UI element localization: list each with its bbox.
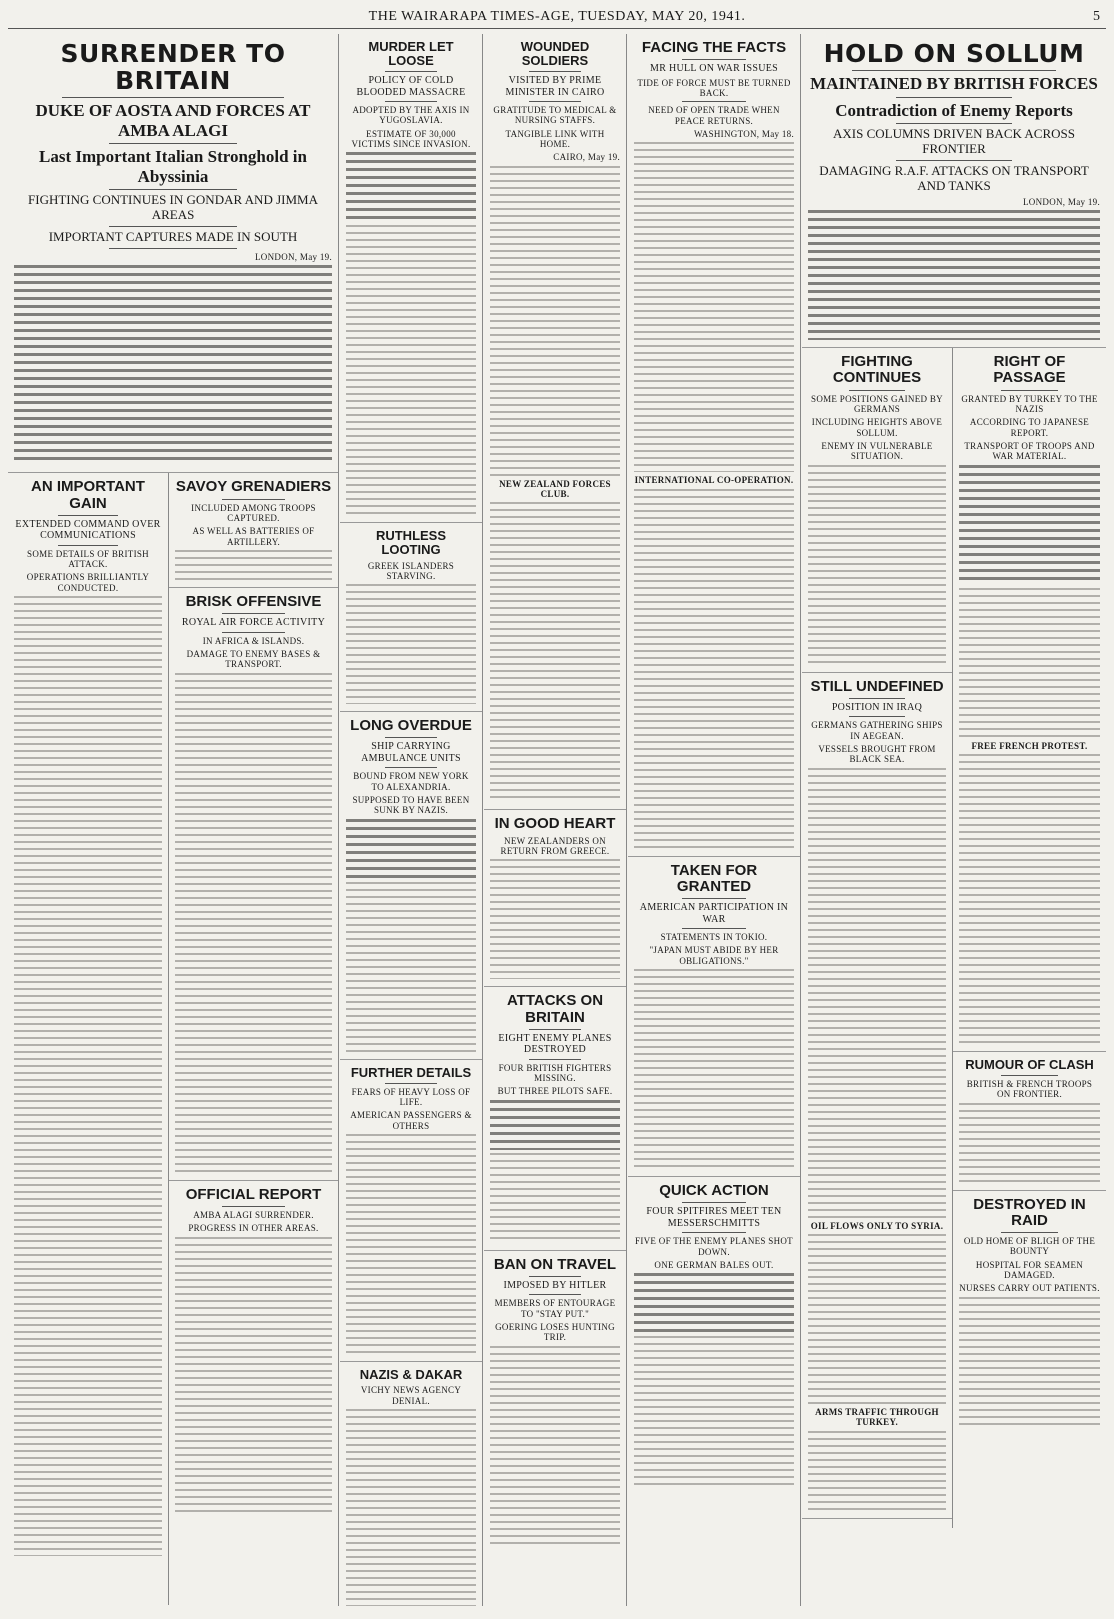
divider xyxy=(222,1206,285,1207)
body-text xyxy=(634,489,794,849)
body-text xyxy=(808,1234,946,1404)
deck: ADOPTED BY THE AXIS IN YUGOSLAVIA. xyxy=(352,105,470,126)
headline: BRISK OFFENSIVE xyxy=(185,592,322,610)
divider xyxy=(222,499,285,500)
divider xyxy=(109,248,236,249)
deck: AS WELL AS BATTERIES OF ARTILLERY. xyxy=(192,526,315,547)
deck: SUPPOSED TO HAVE BEEN SUNK BY NAZIS. xyxy=(352,795,470,816)
headline: FACING THE FACTS xyxy=(641,39,787,56)
deck: NEW ZEALANDERS ON RETURN FROM GREECE. xyxy=(500,835,610,856)
subheading: ARMS TRAFFIC THROUGH TURKEY. xyxy=(815,1407,939,1428)
deck: IMPOSED BY HITLER xyxy=(503,1279,607,1291)
body-text xyxy=(959,465,1100,585)
headline: QUICK ACTION xyxy=(659,1182,769,1200)
body-text xyxy=(175,673,332,1173)
divider xyxy=(109,189,236,190)
deck: ENEMY IN VULNERABLE SITUATION. xyxy=(821,440,933,462)
body-text xyxy=(346,1134,476,1354)
headline: SAVOY GRENADIERS xyxy=(175,478,332,496)
article-murder-let-loose xyxy=(340,34,482,523)
divider xyxy=(682,1232,746,1233)
divider xyxy=(385,1083,437,1084)
divider xyxy=(1001,1232,1057,1233)
deck: SOME DETAILS OF BRITISH ATTACK. xyxy=(27,548,149,570)
deck: MEMBERS OF ENTOURAGE TO "STAY PUT." xyxy=(494,1298,616,1319)
deck: INCLUDING HEIGHTS ABOVE SOLLUM. xyxy=(811,417,943,438)
dateline: WASHINGTON, May 18. xyxy=(693,129,794,140)
deck: AMBA ALAGI SURRENDER. xyxy=(193,1209,314,1220)
deck: HOSPITAL FOR SEAMEN DAMAGED. xyxy=(975,1259,1084,1281)
column-2 xyxy=(340,34,483,1606)
article-hold-on-sollum xyxy=(802,34,1106,348)
headline: AN IMPORTANT GAIN xyxy=(31,478,145,512)
deck: OPERATIONS BRILLIANTLY CONDUCTED. xyxy=(26,572,150,593)
headline: HOLD ON SOLLUM xyxy=(823,39,1085,68)
deck: AXIS COLUMNS DRIVEN BACK ACROSS FRONTIER xyxy=(833,126,1075,157)
body-text xyxy=(634,1273,794,1333)
deck: Contradiction of Enemy Reports xyxy=(835,100,1073,120)
deck: MR HULL ON WAR ISSUES xyxy=(650,63,778,75)
article-important-gain xyxy=(8,473,168,1563)
body-text xyxy=(808,210,1100,340)
divider xyxy=(529,1294,581,1295)
deck: INCLUDED AMONG TROOPS CAPTURED. xyxy=(191,502,316,523)
headline: STILL UNDEFINED xyxy=(810,677,944,695)
deck: IN AFRICA & ISLANDS. xyxy=(202,635,305,646)
divider xyxy=(896,97,1013,98)
body-text xyxy=(346,819,476,879)
body-text xyxy=(634,969,794,1169)
masthead-title: THE WAIRARAPA TIMES-AGE, TUESDAY, MAY 20, 1941. xyxy=(368,9,746,24)
headline: MURDER LET LOOSE xyxy=(368,39,454,69)
divider xyxy=(529,101,581,102)
divider xyxy=(385,71,437,72)
article-brisk-offensive xyxy=(169,588,338,1181)
headline: OFFICIAL REPORT xyxy=(185,1185,322,1203)
subheading: INTERNATIONAL CO-OPERATION. xyxy=(634,475,794,486)
body-text xyxy=(490,1153,620,1243)
article-ban-on-travel xyxy=(484,1251,626,1553)
deck: PROGRESS IN OTHER AREAS. xyxy=(188,1223,319,1234)
body-text xyxy=(490,859,620,979)
deck: BOUND FROM NEW YORK TO ALEXANDRIA. xyxy=(353,771,469,792)
deck: POSITION IN IRAQ xyxy=(831,701,923,713)
body-text xyxy=(346,584,476,704)
body-text xyxy=(490,1346,620,1546)
article-nazis-dakar xyxy=(340,1362,482,1606)
deck: DAMAGE TO ENEMY BASES & TRANSPORT. xyxy=(186,648,321,670)
divider xyxy=(385,767,437,768)
deck: ONE GERMAN BALES OUT. xyxy=(654,1260,774,1271)
divider xyxy=(109,226,236,227)
divider xyxy=(682,928,746,929)
article-still-undefined xyxy=(802,673,952,1519)
divider xyxy=(852,70,1056,71)
deck: GOERING LOSES HUNTING TRIP. xyxy=(495,1322,615,1343)
column-1-split xyxy=(8,473,338,1605)
headline: FIGHTING CONTINUES xyxy=(832,353,922,387)
headline: FURTHER DETAILS xyxy=(350,1064,472,1080)
divider xyxy=(896,123,1013,124)
article-quick-action xyxy=(628,1177,800,1493)
deck: DUKE OF AOSTA AND FORCES AT AMBA ALAGI xyxy=(35,101,311,140)
body-text xyxy=(490,502,620,802)
body-text xyxy=(346,882,476,1052)
body-text xyxy=(490,1100,620,1150)
subheading: OIL FLOWS ONLY TO SYRIA. xyxy=(810,1220,944,1231)
article-attacks-on-britain xyxy=(484,987,626,1250)
deck: BRITISH & FRENCH TROOPS ON FRONTIER. xyxy=(966,1079,1093,1100)
body-text xyxy=(490,166,620,476)
divider xyxy=(222,632,285,633)
headline: IN GOOD HEART xyxy=(494,815,616,833)
deck: FIVE OF THE ENEMY PLANES SHOT DOWN. xyxy=(635,1236,793,1257)
article-savoy-grenadiers xyxy=(169,473,338,588)
subcolumn-right xyxy=(953,348,1106,1528)
divider xyxy=(58,515,117,516)
deck: "JAPAN MUST ABIDE BY HER OBLIGATIONS." xyxy=(649,945,779,966)
deck: AMERICAN PARTICIPATION IN WAR xyxy=(639,902,789,925)
body-text xyxy=(959,1103,1100,1183)
body-text xyxy=(634,142,794,472)
headline: SURRENDER TO BRITAIN xyxy=(60,39,286,95)
divider xyxy=(109,143,236,144)
divider xyxy=(529,1276,581,1277)
deck: FIGHTING CONTINUES IN GONDAR AND JIMMA AREAS xyxy=(28,192,318,223)
body-text xyxy=(808,1431,946,1511)
headline: RIGHT OF PASSAGE xyxy=(993,353,1066,387)
masthead xyxy=(8,6,1106,29)
deck: SOME POSITIONS GAINED BY GERMANS xyxy=(811,393,943,414)
divider xyxy=(896,160,1013,161)
body-text xyxy=(634,1336,794,1486)
deck: MAINTAINED BY BRITISH FORCES xyxy=(810,74,1098,93)
deck: Last Important Italian Stronghold in Abyssinia xyxy=(39,147,307,186)
deck: SHIP CARRYING AMBULANCE UNITS xyxy=(361,741,461,764)
deck: EXTENDED COMMAND OVER COMMUNICATIONS xyxy=(15,518,161,542)
article-fighting-continues xyxy=(802,348,952,672)
divider xyxy=(682,101,746,102)
subheading: NEW ZEALAND FORCES CLUB. xyxy=(499,478,611,500)
deck: OLD HOME OF BLIGH OF THE BOUNTY xyxy=(963,1236,1096,1257)
deck: VISITED BY PRIME MINISTER IN CAIRO xyxy=(505,75,605,98)
body-text xyxy=(346,225,476,515)
divider xyxy=(62,97,285,98)
divider xyxy=(58,545,117,546)
article-rumour-of-clash xyxy=(953,1052,1106,1191)
headline: DESTROYED IN RAID xyxy=(973,1195,1086,1229)
deck: NURSES CARRY OUT PATIENTS. xyxy=(959,1283,1100,1294)
body-text xyxy=(175,1237,332,1517)
divider xyxy=(385,101,437,102)
dateline: CAIRO, May 19. xyxy=(553,152,620,163)
column-1 xyxy=(8,34,339,1606)
deck: GRATITUDE TO MEDICAL & NURSING STAFFS. xyxy=(493,105,617,126)
dateline: LONDON, May 19. xyxy=(255,252,332,262)
article-further-details xyxy=(340,1060,482,1362)
headline: LONG OVERDUE xyxy=(350,717,472,735)
article-ruthless-looting xyxy=(340,523,482,712)
article-facing-the-facts xyxy=(628,34,800,857)
divider xyxy=(849,698,904,699)
article-official-report xyxy=(169,1181,338,1524)
article-wounded-soldiers xyxy=(484,34,626,810)
headline: ATTACKS ON BRITAIN xyxy=(506,992,604,1026)
headline: NAZIS & DAKAR xyxy=(359,1367,463,1383)
deck: FEARS OF HEAVY LOSS OF LIFE. xyxy=(351,1086,471,1108)
newspaper-page xyxy=(8,6,1106,1606)
article-long-overdue xyxy=(340,712,482,1060)
deck: FOUR SPITFIRES MEET TEN MESSERSCHMITTS xyxy=(646,1206,782,1229)
divider xyxy=(529,71,581,72)
subcolumn-right xyxy=(169,473,338,1605)
article-destroyed-in-raid xyxy=(953,1191,1106,1434)
divider xyxy=(1001,390,1057,391)
headline: TAKEN FOR GRANTED xyxy=(670,861,758,895)
body-text xyxy=(14,596,162,1556)
divider xyxy=(1001,1075,1057,1076)
divider xyxy=(682,898,746,899)
deck: EIGHT ENEMY PLANES DESTROYED xyxy=(498,1032,612,1056)
deck: TIDE OF FORCE MUST BE TURNED BACK. xyxy=(637,77,791,99)
deck: GERMANS GATHERING SHIPS IN AEGEAN. xyxy=(811,720,943,741)
headline: BAN ON TRAVEL xyxy=(493,1255,617,1273)
headline: RUMOUR OF CLASH xyxy=(965,1056,1094,1072)
body-text xyxy=(808,768,946,1218)
deck: POLICY OF COLD BLOODED MASSACRE xyxy=(356,75,466,98)
deck: ROYAL AIR FORCE ACTIVITY xyxy=(181,617,326,629)
divider xyxy=(222,613,285,614)
deck: ACCORDING TO JAPANESE REPORT. xyxy=(969,417,1090,438)
subheading: FREE FRENCH PROTEST. xyxy=(971,740,1088,751)
deck: TRANSPORT OF TROOPS AND WAR MATERIAL. xyxy=(964,440,1095,462)
deck: TANGIBLE LINK WITH HOME. xyxy=(505,128,605,150)
deck: GREEK ISLANDERS STARVING. xyxy=(367,560,455,581)
divider xyxy=(682,59,746,60)
deck: VICHY NEWS AGENCY DENIAL. xyxy=(360,1385,462,1406)
article-right-of-passage xyxy=(953,348,1106,1052)
deck: FOUR BRITISH FIGHTERS MISSING. xyxy=(498,1062,612,1084)
deck: ESTIMATE OF 30,000 VICTIMS SINCE INVASION. xyxy=(351,128,471,150)
divider xyxy=(529,1059,581,1060)
body-text xyxy=(959,588,1100,738)
body-text xyxy=(14,265,332,465)
headline: RUTHLESS LOOTING xyxy=(375,528,447,558)
article-in-good-heart xyxy=(484,810,626,987)
headline: WOUNDED SOLDIERS xyxy=(520,39,590,69)
deck: VESSELS BROUGHT FROM BLACK SEA. xyxy=(818,744,936,765)
deck: IMPORTANT CAPTURES MADE IN SOUTH xyxy=(48,229,298,245)
deck: AMERICAN PASSENGERS & OTHERS xyxy=(350,1110,472,1131)
divider xyxy=(682,1202,746,1203)
column-5 xyxy=(802,34,1106,1606)
body-text xyxy=(959,754,1100,1044)
deck: GRANTED BY TURKEY TO THE NAZIS xyxy=(961,393,1098,414)
subcolumn-left xyxy=(8,473,169,1605)
deck: BUT THREE PILOTS SAFE. xyxy=(497,1086,613,1097)
divider xyxy=(849,390,904,391)
column-4 xyxy=(628,34,801,1606)
column-3 xyxy=(484,34,627,1606)
subcolumn-left xyxy=(802,348,953,1528)
page-number: 5 xyxy=(1093,9,1100,24)
divider xyxy=(849,716,904,717)
body-text xyxy=(959,1297,1100,1427)
body-text xyxy=(175,550,332,580)
deck: STATEMENTS IN TOKIO. xyxy=(660,932,768,943)
divider xyxy=(529,1029,581,1030)
deck: NEED OF OPEN TRADE WHEN PEACE RETURNS. xyxy=(648,105,780,126)
article-taken-for-granted xyxy=(628,857,800,1177)
body-text xyxy=(346,1409,476,1606)
dateline: LONDON, May 19. xyxy=(1023,196,1100,207)
divider xyxy=(385,737,437,738)
body-text xyxy=(346,152,476,222)
article-surrender xyxy=(8,34,338,473)
body-text xyxy=(808,465,946,665)
deck: DAMAGING R.A.F. ATTACKS ON TRANSPORT AND TANKS xyxy=(819,162,1089,193)
column-5-split xyxy=(802,348,1106,1528)
